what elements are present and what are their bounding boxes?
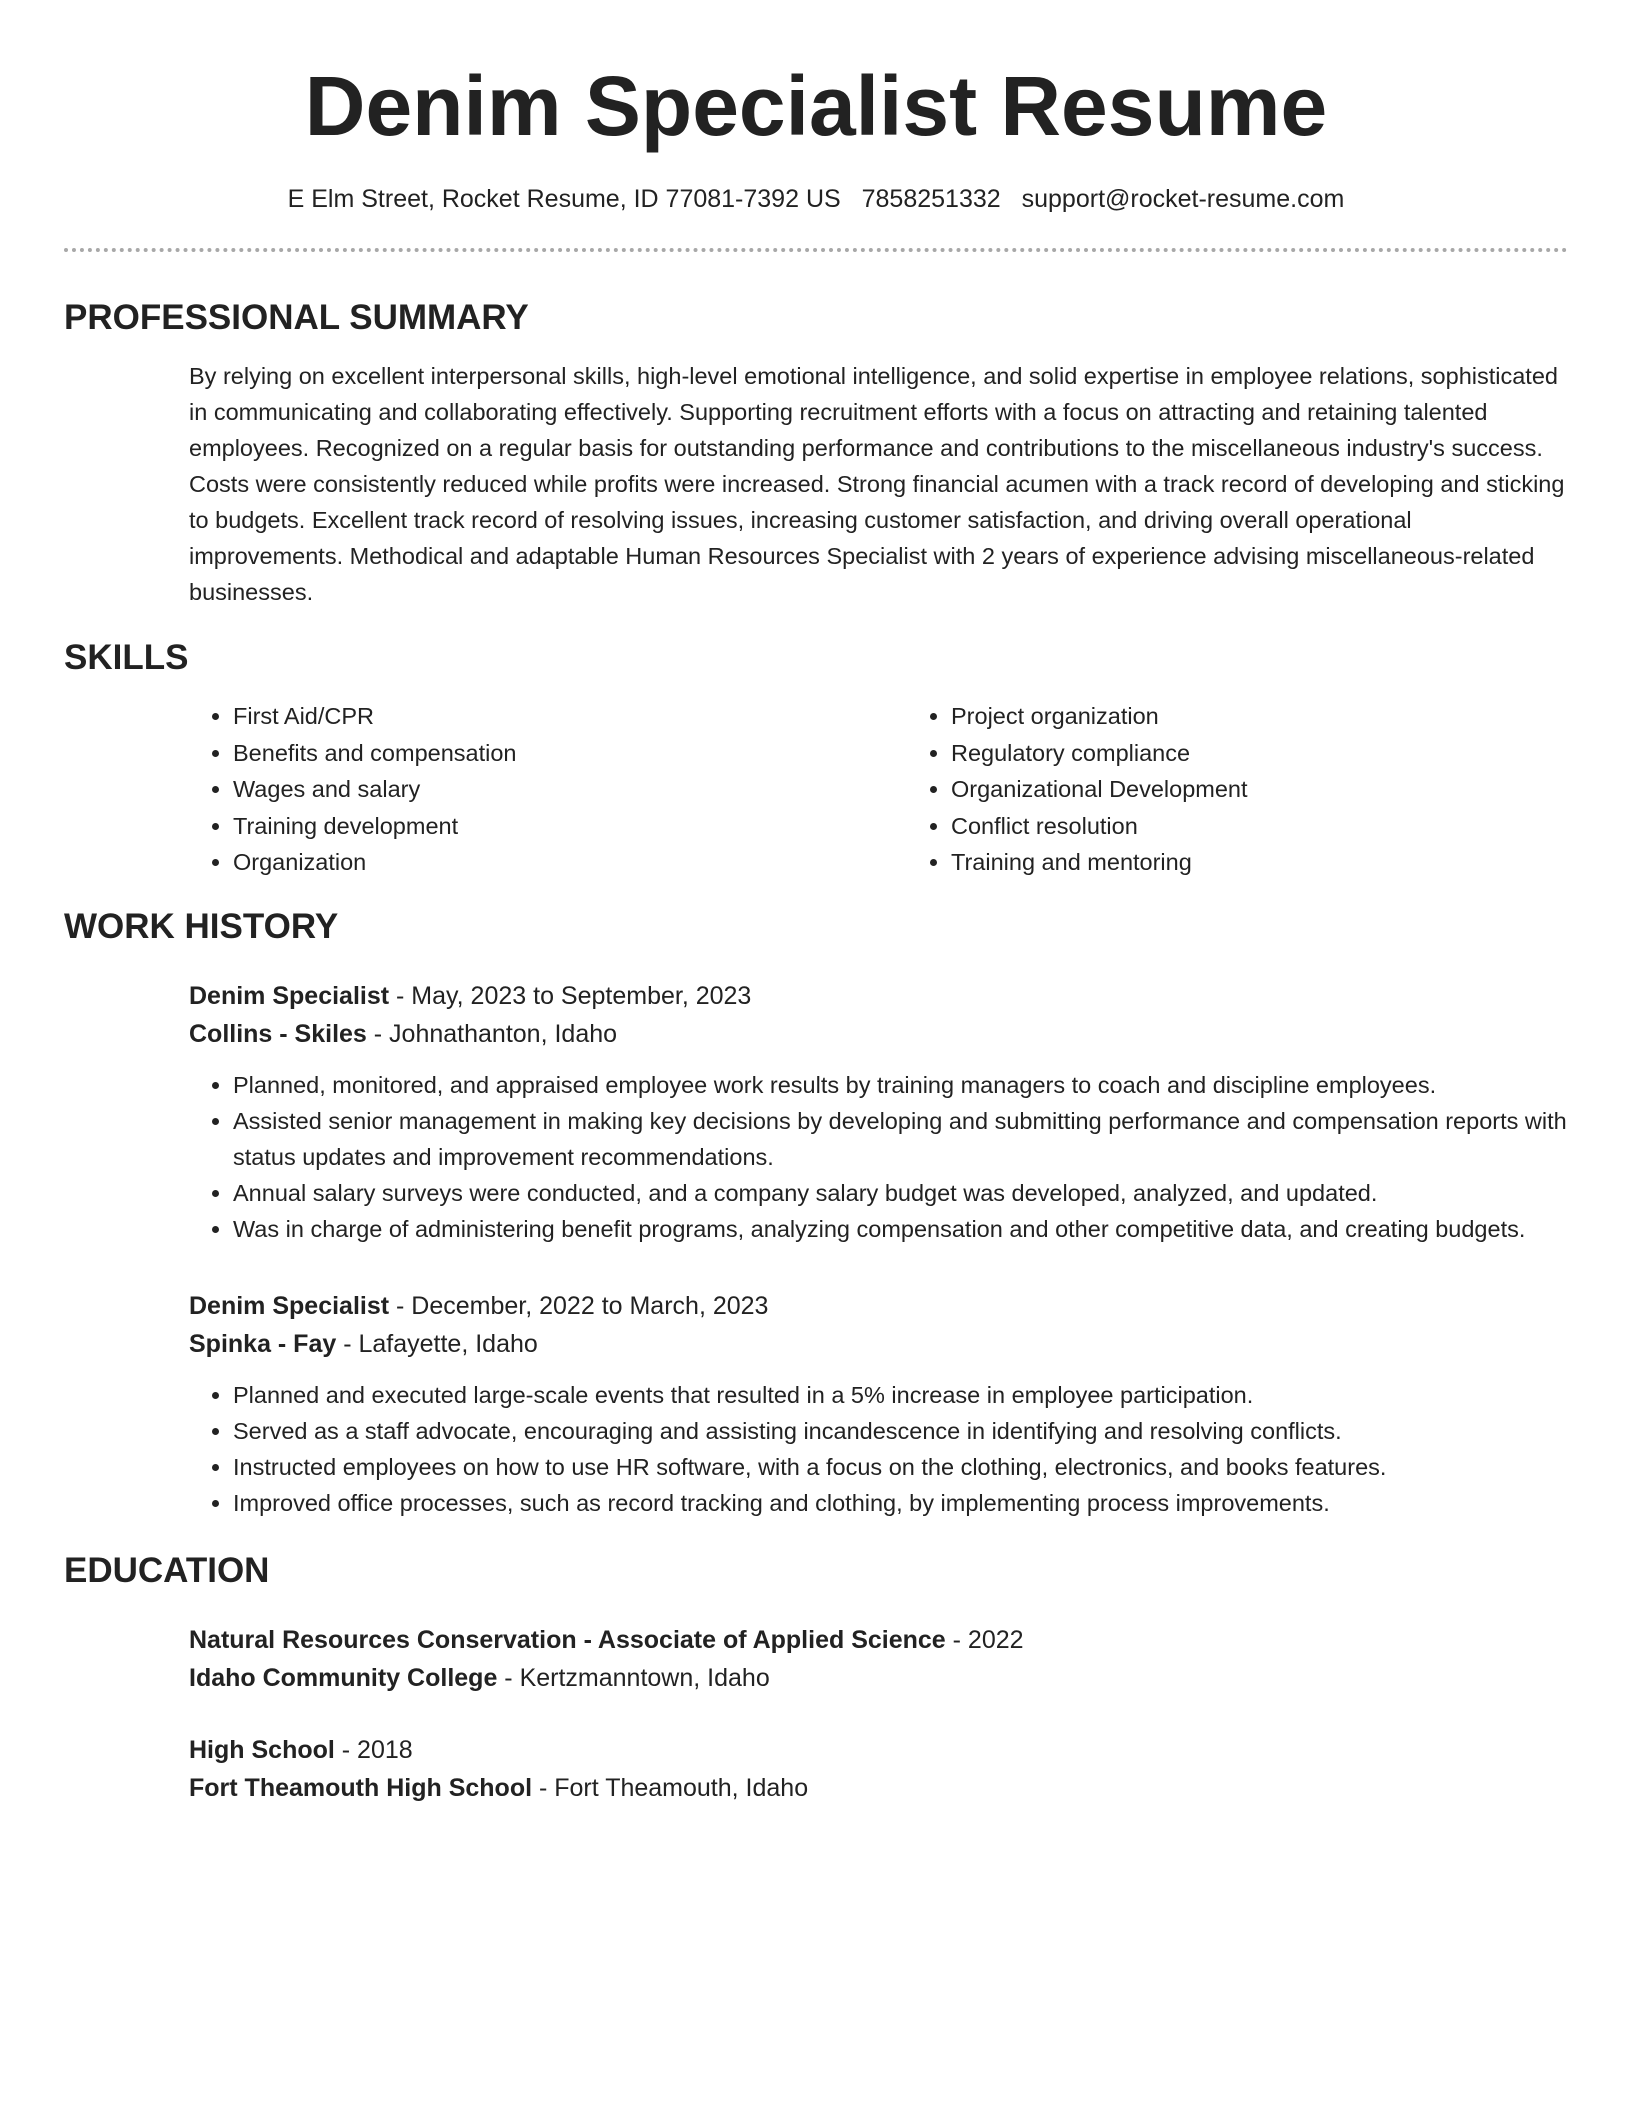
job-company: Spinka - Fay [189,1329,337,1358]
education-degree-line [189,1621,1568,1659]
skill-item: • Training and mentoring [951,844,1248,881]
job-bullet: • Improved office processes, such as record tracking and clothing, by implementing process improvements. [233,1485,1568,1521]
job-company-line [189,1015,1568,1053]
job-bullet: • Served as a staff advocate, encouraging and assisting incandescence in identifying and resolving conflicts. [233,1413,1568,1449]
skills-columns [189,698,1568,881]
job-bullet: • Assisted senior management in making key decisions by developing and submitting performance and compensation reports with status updates and improvement recommendations. [233,1103,1568,1175]
skills-heading: SKILLS [64,638,189,677]
contact-phone: 7858251332 [861,185,1001,213]
skill-item: • Regulatory compliance [951,735,1248,772]
skill-item: • Organization [233,844,913,881]
education-degree: High School [189,1735,335,1764]
job-title: Denim Specialist [189,1291,390,1320]
job-entry [189,977,1568,1247]
education-entry [189,1731,1568,1807]
skill-item: • First Aid/CPR [233,698,913,735]
skill-item: • Organizational Development [951,771,1248,808]
summary-text: By relying on excellent interpersonal skills, high-level emotional intelligence, and solid expertise in employee relations, sophisticated in communicating and collaborating effectively. Supporting recruitment efforts with a focus on attracting and retaining talented employees. Recognized on a regular basis for outstanding performance and contributions to the miscellaneous industry's success. Costs were consistently reduced while profits were increased. Strong financial acumen with a track record of developing and sticking to budgets. Excellent track record of resolving issues, increasing customer satisfaction, and driving overall operational improvements. Methodical and adaptable Human Resources Specialist with 2 years of experience advising miscellaneous-related businesses. [189,363,1565,605]
education-degree: Natural Resources Conservation - Associate of Applied Science [189,1625,946,1654]
job-entry [189,1287,1568,1521]
job-company: Collins - Skiles [189,1019,367,1048]
education-year: - 2022 [945,1625,1024,1654]
contact-email[interactable]: support@rocket-resume.com [1021,185,1345,213]
education-year: - 2018 [334,1735,413,1764]
skill-item: • Conflict resolution [951,808,1248,845]
skill-item: • Benefits and compensation [233,735,913,772]
education-school: Fort Theamouth High School [189,1773,533,1802]
job-bullets [189,1067,1568,1247]
education-entry [189,1621,1568,1697]
job-bullet: • Planned, monitored, and appraised employee work results by training managers to coach and discipline employees. [233,1067,1568,1103]
job-location: - Lafayette, Idaho [336,1329,538,1358]
work-history-section [64,977,1568,1521]
job-bullet: • Annual salary surveys were conducted, and a company salary budget was developed, analyzed, and updated. [233,1175,1568,1211]
education-section [64,1621,1568,1807]
summary-section [64,358,1568,610]
job-bullet: • Instructed employees on how to use HR software, with a focus on the clothing, electronics, and books features. [233,1449,1568,1485]
work-history-heading: WORK HISTORY [64,906,339,946]
skill-item: • Training development [233,808,913,845]
skills-section [64,698,1568,881]
job-title-line [189,977,1568,1015]
job-title: Denim Specialist [189,981,390,1010]
resume-title: Denim Specialist Resume [304,59,1328,153]
education-school: Idaho Community College [189,1663,498,1692]
job-dates: - December, 2022 to March, 2023 [389,1291,769,1320]
skill-item: • Project organization [951,698,1248,735]
job-bullets [189,1377,1568,1521]
education-degree-line [189,1731,1568,1769]
education-school-line [189,1769,1568,1807]
education-school-line [189,1659,1568,1697]
job-company-line [189,1325,1568,1363]
education-location: - Kertzmanntown, Idaho [497,1663,770,1692]
job-location: - Johnathanton, Idaho [366,1019,618,1048]
education-location: - Fort Theamouth, Idaho [532,1773,809,1802]
education-heading: EDUCATION [64,1550,270,1590]
job-bullet: • Was in charge of administering benefit programs, analyzing compensation and other competitive data, and creating budgets. [233,1211,1568,1247]
job-dates: - May, 2023 to September, 2023 [389,981,752,1010]
contact-address: E Elm Street, Rocket Resume, ID 77081-7392 US [287,185,841,213]
skills-list-left [189,698,913,881]
header-divider [64,248,1568,252]
job-bullet: • Planned and executed large-scale events that resulted in a 5% increase in employee participation. [233,1377,1568,1413]
skill-item: • Wages and salary [233,771,913,808]
contact-line [64,182,1568,216]
summary-heading: PROFESSIONAL SUMMARY [64,298,529,337]
skills-list-right [913,698,1248,881]
job-title-line [189,1287,1568,1325]
